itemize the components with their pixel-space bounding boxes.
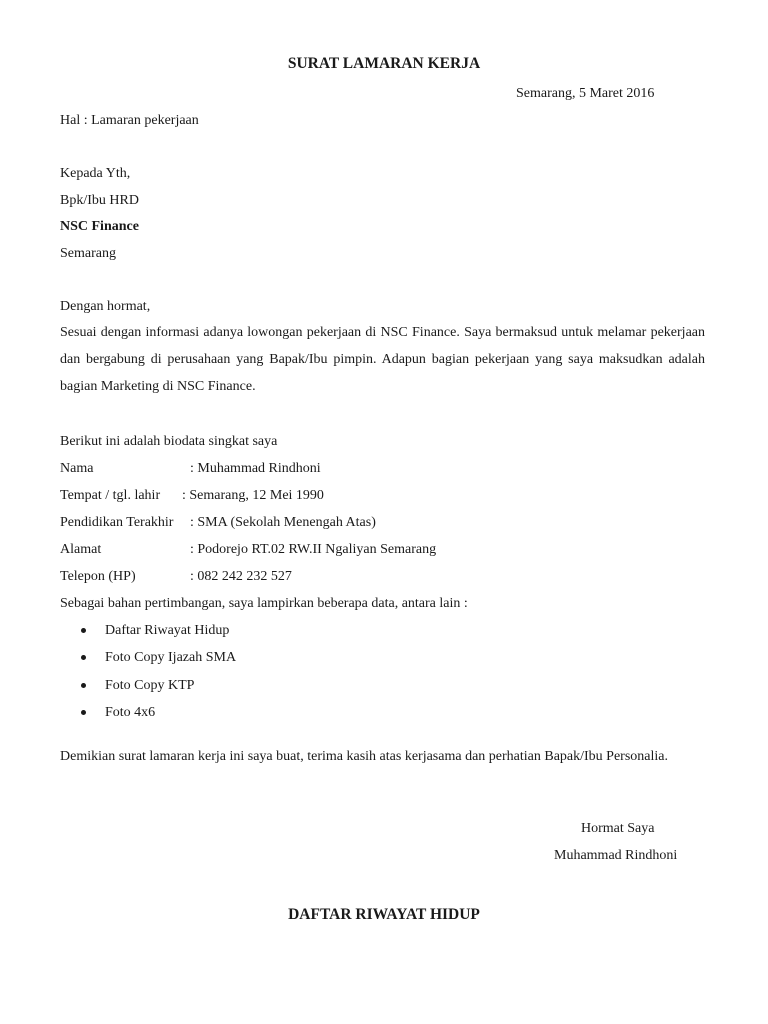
biodata-label: Telepon (HP) bbox=[60, 569, 136, 584]
biodata-value: : SMA (Sekolah Menengah Atas) bbox=[190, 515, 376, 530]
recipient-company: NSC Finance bbox=[60, 219, 139, 234]
biodata-label: Nama bbox=[60, 461, 94, 476]
bullet-icon bbox=[81, 655, 86, 660]
biodata-label: Pendidikan Terakhir bbox=[60, 515, 174, 530]
letter-title: SURAT LAMARAN KERJA bbox=[287, 55, 481, 72]
letter-date: Semarang, 5 Maret 2016 bbox=[516, 86, 655, 101]
letter-subject: Hal : Lamaran pekerjaan bbox=[60, 113, 199, 128]
biodata-value: : Podorejo RT.02 RW.II Ngaliyan Semarang bbox=[190, 542, 437, 557]
biodata-label: Tempat / tgl. lahir bbox=[60, 488, 161, 503]
bullet-icon bbox=[81, 710, 86, 715]
biodata-value: : 082 242 232 527 bbox=[190, 569, 292, 584]
biodata-label: Alamat bbox=[60, 542, 102, 557]
bullet-icon bbox=[81, 683, 86, 688]
signoff: Hormat Saya bbox=[581, 821, 655, 836]
list-item: Foto Copy Ijazah SMA bbox=[105, 650, 237, 665]
list-item: Foto Copy KTP bbox=[105, 678, 195, 693]
biodata-value: : Muhammad Rindhoni bbox=[190, 461, 321, 476]
intro-paragraph: Sesuai dengan informasi adanya lowongan pekerjaan di NSC Finance. Saya bermaksud untuk melamar pekerjaan dan bergabung di perusahaan yang Bapak/Ibu pimpin. Adapun bagian pekerjaan yang saya maksudkan adalah bagian Marketing di NSC Finance. bbox=[60, 325, 705, 394]
recipient-city: Semarang bbox=[60, 246, 116, 261]
closing-paragraph: Demikian surat lamaran kerja ini saya buat, terima kasih atas kerjasama dan perhatian Bapak/Ibu Personalia. bbox=[60, 749, 668, 764]
attachments-intro: Sebagai bahan pertimbangan, saya lampirkan beberapa data, antara lain : bbox=[60, 596, 468, 611]
cv-title: DAFTAR RIWAYAT HIDUP bbox=[288, 906, 480, 923]
biodata-value: : Semarang, 12 Mei 1990 bbox=[182, 488, 324, 503]
list-item: Foto 4x6 bbox=[105, 705, 156, 720]
recipient-line1: Kepada Yth, bbox=[60, 166, 131, 181]
list-item: Daftar Riwayat Hidup bbox=[105, 623, 230, 638]
signature-name: Muhammad Rindhoni bbox=[554, 848, 678, 863]
greeting: Dengan hormat, bbox=[60, 299, 151, 314]
bullet-icon bbox=[81, 628, 86, 633]
biodata-intro: Berikut ini adalah biodata singkat saya bbox=[60, 434, 278, 449]
recipient-line2: Bpk/Ibu HRD bbox=[60, 193, 139, 208]
